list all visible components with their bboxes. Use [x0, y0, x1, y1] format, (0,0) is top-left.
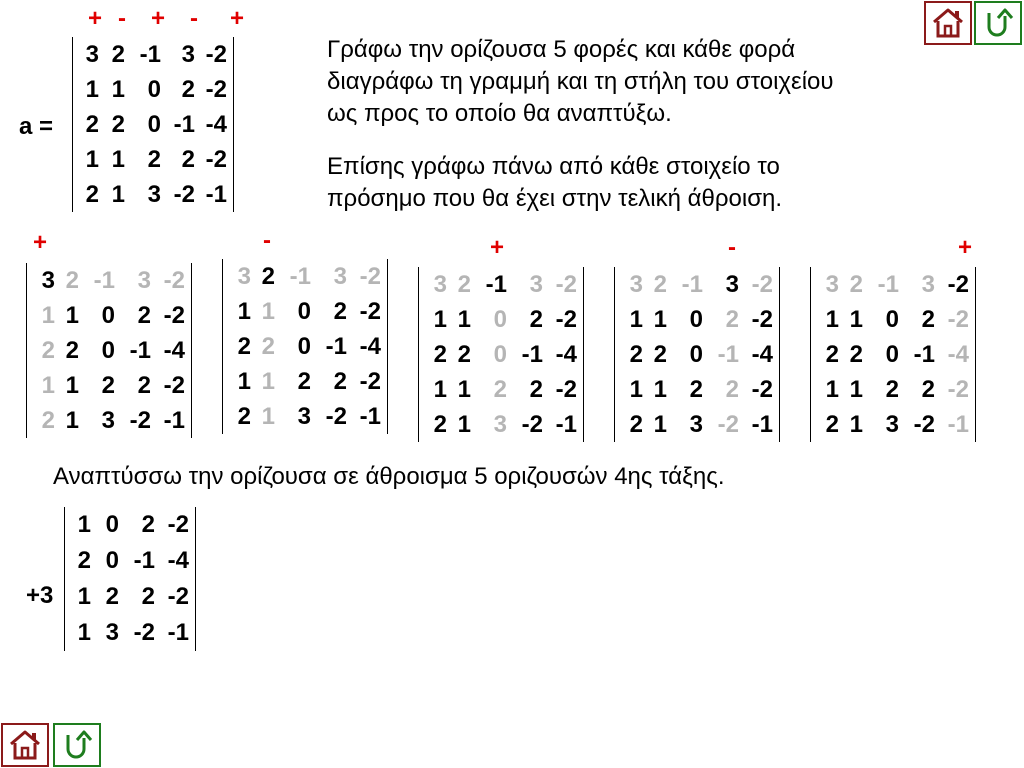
expansion-matrix-cell: 1: [65, 407, 79, 434]
expansion-matrix-row: [419, 302, 583, 337]
main-matrix-cell: 3: [85, 41, 99, 68]
expansion-matrix-cell: -1: [325, 333, 347, 360]
matrix-label: a =: [19, 113, 54, 140]
expansion-matrix-cell: 0: [493, 306, 507, 333]
expansion-matrix-cell: 0: [297, 333, 311, 360]
expansion-sign: -: [263, 227, 271, 254]
expansion-matrix-row: [811, 302, 975, 337]
expansion-matrix-cell: 0: [493, 341, 507, 368]
expansion-matrix-cell: 1: [237, 298, 251, 325]
expansion-matrix-cell: 1: [41, 372, 55, 399]
expansion-matrix-cell: -2: [947, 306, 969, 333]
expansion-matrix-cell: -2: [359, 298, 381, 325]
expansion-matrix-cell: 1: [261, 368, 275, 395]
expansion-matrix-cell: 2: [825, 411, 839, 438]
main-matrix-cell: 1: [111, 76, 125, 103]
minor-matrix-cell: 2: [77, 547, 91, 574]
expansion-matrix-cell: 1: [261, 403, 275, 430]
expansion-matrix-row: [615, 372, 779, 407]
minor-matrix-cell: 1: [77, 511, 91, 538]
expansion-sign: +: [33, 229, 48, 256]
main-matrix-cell: 1: [85, 146, 99, 173]
expansion-matrix-cell: 2: [433, 411, 447, 438]
expansion-matrix-cell: 1: [65, 302, 79, 329]
expansion-matrix-cell: -1: [289, 263, 311, 290]
expansion-matrix-cell: 2: [333, 298, 347, 325]
expansion-matrix-cell: -2: [163, 302, 185, 329]
expansion-matrix-cell: 2: [433, 341, 447, 368]
expansion-matrix-cell: 2: [529, 306, 543, 333]
expansion-matrix-cell: -1: [717, 341, 739, 368]
main-matrix-cell: -2: [173, 181, 195, 208]
main-matrix-row: [73, 142, 233, 177]
minor-matrix-cell: -4: [167, 547, 189, 574]
minor-matrix-cell: -2: [167, 583, 189, 610]
main-matrix-row: [73, 107, 233, 142]
expansion-matrix-row: [223, 364, 387, 399]
expansion-matrix-row: [27, 368, 191, 403]
expansion-matrix-cell: 1: [849, 376, 863, 403]
main-matrix-cell: 2: [111, 41, 125, 68]
main-matrix-cell: 3: [181, 41, 195, 68]
expansion-matrix-row: [811, 407, 975, 442]
expansion-matrix-cell: 1: [457, 411, 471, 438]
expansion-matrix-cell: -1: [913, 341, 935, 368]
expansion-matrix-row: [27, 333, 191, 368]
expansion-matrix-cell: 0: [885, 341, 899, 368]
expansion-matrix-row: [811, 337, 975, 372]
expansion-matrix-cell: -2: [555, 271, 577, 298]
main-matrix-row: [73, 37, 233, 72]
expansion-matrix-cell: 1: [41, 302, 55, 329]
expansion-matrix-row: [419, 407, 583, 442]
expansion-matrix-cell: 3: [333, 263, 347, 290]
expansion-matrix-cell: -4: [947, 341, 969, 368]
expansion-matrix-cell: 2: [237, 333, 251, 360]
expansion-matrix-cell: 3: [529, 271, 543, 298]
expansion-matrix-row: [615, 302, 779, 337]
expansion-matrix-cell: 2: [825, 341, 839, 368]
expansion-matrix-cell: 2: [921, 376, 935, 403]
expansion-matrix-cell: 3: [921, 271, 935, 298]
expansion-matrix-cell: 1: [653, 376, 667, 403]
sign-marker: +: [88, 5, 103, 32]
expansion-matrix-cell: -1: [555, 411, 577, 438]
expansion-matrix-cell: 3: [689, 411, 703, 438]
minor-matrix-row: [65, 615, 195, 651]
expansion-matrix-cell: 1: [653, 411, 667, 438]
expansion-matrix-cell: -2: [947, 271, 969, 298]
description-line-1: Γράφω την ορίζουσα 5 φορές και κάθε φορά: [327, 36, 796, 63]
expansion-matrix-cell: 0: [689, 341, 703, 368]
expansion-matrix-cell: -2: [359, 368, 381, 395]
main-matrix-cell: 1: [85, 76, 99, 103]
home-icon: [7, 729, 43, 761]
minor-matrix-cell: -2: [167, 511, 189, 538]
main-matrix-cell: 2: [147, 146, 161, 173]
expansion-matrix-cell: 2: [261, 333, 275, 360]
expansion-matrix-cell: -1: [751, 411, 773, 438]
expansion-matrix-cell: 3: [41, 267, 55, 294]
sign-marker: +: [151, 5, 166, 32]
main-matrix-cell: -4: [205, 111, 227, 138]
minor-prefix: +3: [26, 582, 54, 609]
expansion-matrix-cell: 2: [529, 376, 543, 403]
expansion-matrix-row: [27, 298, 191, 333]
expansion-matrix-row: [223, 259, 387, 294]
minor-matrix-cell: 0: [105, 547, 119, 574]
expansion-matrix-row: [811, 267, 975, 302]
expansion-matrix-cell: -4: [751, 341, 773, 368]
expansion-matrix-cell: 2: [493, 376, 507, 403]
minor-matrix-cell: 0: [105, 511, 119, 538]
expansion-matrix-row: [811, 372, 975, 407]
expansion-matrix-row: [223, 399, 387, 434]
expansion-matrix-cell: 2: [689, 376, 703, 403]
expansion-matrix-cell: -1: [681, 271, 703, 298]
description-paragraph: [327, 34, 834, 215]
expansion-matrix-cell: -1: [93, 267, 115, 294]
expansion-matrix-cell: 1: [825, 376, 839, 403]
return-button[interactable]: [974, 1, 1022, 45]
minor-matrix-row: [65, 507, 195, 543]
expansion-matrix-cell: -1: [877, 271, 899, 298]
expansion-matrix-cell: 1: [629, 306, 643, 333]
expansion-matrix-cell: 2: [885, 376, 899, 403]
expansion-matrix-cell: 2: [629, 341, 643, 368]
main-matrix-cell: 2: [111, 111, 125, 138]
expansion-matrix-cell: -1: [521, 341, 543, 368]
main-matrix-cell: 2: [181, 146, 195, 173]
expansion-matrix-cell: 1: [629, 376, 643, 403]
expansion-matrix-cell: 0: [101, 302, 115, 329]
expansion-matrix-row: [27, 403, 191, 438]
expansion-matrix-cell: 0: [885, 306, 899, 333]
expansion-matrix-cell: 1: [457, 376, 471, 403]
expansion-matrix-cell: 3: [137, 267, 151, 294]
minor-matrix-cell: -1: [133, 547, 155, 574]
main-matrix-cell: -1: [139, 41, 161, 68]
expansion-matrix-row: [223, 329, 387, 364]
expansion-matrix-cell: 2: [237, 403, 251, 430]
expansion-matrix-cell: 3: [237, 263, 251, 290]
expansion-matrix-cell: 2: [65, 337, 79, 364]
expansion-matrix-cell: -1: [129, 337, 151, 364]
expansion-matrix-cell: 1: [653, 306, 667, 333]
main-matrix-cell: -1: [173, 111, 195, 138]
expansion-matrix-cell: 1: [849, 411, 863, 438]
expansion-matrix-cell: 0: [689, 306, 703, 333]
minor-matrix-cell: 2: [141, 511, 155, 538]
expansion-matrix-cell: 1: [433, 376, 447, 403]
expansion-matrix-cell: 2: [137, 302, 151, 329]
expansion-matrix-cell: 0: [297, 298, 311, 325]
expansion-matrix-cell: -2: [947, 376, 969, 403]
expansion-matrix-cell: 3: [825, 271, 839, 298]
home-button-bottom[interactable]: [1, 723, 49, 767]
sign-marker: +: [230, 5, 245, 32]
home-button[interactable]: [924, 1, 972, 45]
description-line-4: Επίσης γράφω πάνω από κάθε στοιχείο το: [327, 153, 780, 180]
main-matrix-cell: 3: [147, 181, 161, 208]
description-line-3: ως προς το οποίο θα αναπτύξω.: [327, 100, 672, 127]
expansion-matrix-row: [223, 294, 387, 329]
expansion-sign: +: [958, 234, 973, 261]
expansion-matrix-cell: -2: [163, 267, 185, 294]
expansion-matrix-cell: -1: [947, 411, 969, 438]
description-line-2: διαγράφω τη γραμμή και τη στήλη του στοιχείου: [327, 68, 834, 95]
expansion-matrix-cell: 2: [261, 263, 275, 290]
expansion-matrix-cell: 2: [725, 376, 739, 403]
main-matrix-cell: 2: [181, 76, 195, 103]
expansion-matrix-cell: 2: [333, 368, 347, 395]
expansion-matrix-cell: -2: [913, 411, 935, 438]
expansion-matrix-cell: -2: [129, 407, 151, 434]
return-arrow-icon: [980, 7, 1016, 39]
expansion-matrix-cell: -2: [751, 271, 773, 298]
expansion-matrix-cell: 2: [101, 372, 115, 399]
expansion-matrix-cell: 2: [41, 337, 55, 364]
minor-matrix-cell: 1: [77, 619, 91, 646]
expansion-matrix-cell: 3: [885, 411, 899, 438]
expansion-matrix: [418, 267, 584, 442]
expansion-matrix-row: [419, 337, 583, 372]
expansion-matrix-cell: 1: [433, 306, 447, 333]
expansion-matrix-row: [419, 267, 583, 302]
expansion-matrix-cell: 3: [101, 407, 115, 434]
expansion-matrix-cell: -4: [163, 337, 185, 364]
expansion-matrix-cell: 0: [101, 337, 115, 364]
main-matrix-cell: -2: [205, 41, 227, 68]
main-matrix-cell: 0: [147, 76, 161, 103]
expansion-matrix-cell: 1: [65, 372, 79, 399]
main-matrix-cell: 2: [85, 111, 99, 138]
expansion-sign: -: [728, 234, 736, 261]
expansion-matrix-cell: 3: [433, 271, 447, 298]
expansion-matrix-cell: -2: [359, 263, 381, 290]
expansion-matrix-cell: 2: [653, 341, 667, 368]
main-matrix-cell: 0: [147, 111, 161, 138]
minor-matrix-cell: -2: [133, 619, 155, 646]
expansion-matrix-cell: 2: [849, 271, 863, 298]
expansion-matrix-row: [615, 407, 779, 442]
minor-matrix-cell: 2: [141, 583, 155, 610]
expansion-matrix-cell: 2: [137, 372, 151, 399]
expansion-matrix-cell: -4: [555, 341, 577, 368]
return-arrow-icon: [59, 729, 95, 761]
expansion-matrix-cell: -2: [751, 306, 773, 333]
expansion-matrix-cell: -4: [359, 333, 381, 360]
expansion-matrix-cell: -2: [521, 411, 543, 438]
minor-matrix-row: [65, 543, 195, 579]
expansion-matrix-cell: -2: [163, 372, 185, 399]
expansion-matrix-cell: 3: [629, 271, 643, 298]
expansion-matrix-cell: 1: [825, 306, 839, 333]
expansion-matrix-cell: 2: [629, 411, 643, 438]
main-matrix-row: [73, 177, 233, 212]
main-matrix-cell: -2: [205, 76, 227, 103]
expansion-matrix-cell: -2: [555, 306, 577, 333]
expansion-matrix-cell: 2: [725, 306, 739, 333]
expansion-matrix-cell: 1: [849, 306, 863, 333]
expansion-matrix-row: [615, 337, 779, 372]
expansion-matrix-cell: -2: [717, 411, 739, 438]
expansion-matrix-cell: -2: [751, 376, 773, 403]
expansion-matrix-cell: 2: [921, 306, 935, 333]
main-matrix-cell: 2: [85, 181, 99, 208]
main-matrix: [72, 37, 234, 212]
expansion-matrix-cell: 3: [297, 403, 311, 430]
description-line-5: πρόσημο που θα έχει στην τελική άθροιση.: [327, 185, 783, 212]
minor-matrix-cell: 2: [105, 583, 119, 610]
expansion-matrix-cell: 2: [849, 341, 863, 368]
expansion-matrix-cell: 2: [457, 341, 471, 368]
expansion-matrix: [222, 259, 388, 434]
expansion-matrix-cell: -1: [359, 403, 381, 430]
expansion-matrix-cell: -1: [485, 271, 507, 298]
main-matrix-row: [73, 72, 233, 107]
expansion-matrix-cell: 2: [297, 368, 311, 395]
main-matrix-cell: -2: [205, 146, 227, 173]
expansion-matrix-cell: 1: [457, 306, 471, 333]
main-matrix-cell: 1: [111, 181, 125, 208]
expansion-matrix: [26, 263, 192, 438]
main-matrix-cell: 1: [111, 146, 125, 173]
expansion-matrix-row: [419, 372, 583, 407]
minor-matrix: [64, 507, 196, 651]
return-button-bottom[interactable]: [53, 723, 101, 767]
minor-matrix-cell: -1: [167, 619, 189, 646]
expansion-matrix-cell: 1: [261, 298, 275, 325]
expansion-matrix: [614, 267, 780, 442]
expansion-matrix-cell: 3: [725, 271, 739, 298]
expansion-matrix-cell: 2: [41, 407, 55, 434]
expansion-matrix-cell: -2: [555, 376, 577, 403]
expansion-matrix-row: [27, 263, 191, 298]
minor-matrix-row: [65, 579, 195, 615]
expansion-matrix-cell: 2: [65, 267, 79, 294]
expansion-matrix-row: [615, 267, 779, 302]
main-matrix-cell: -1: [205, 181, 227, 208]
sign-marker: -: [118, 5, 126, 32]
expansion-matrix-cell: 2: [653, 271, 667, 298]
expansion-sign: +: [490, 234, 505, 261]
home-icon: [930, 7, 966, 39]
sign-marker: -: [190, 5, 198, 32]
expansion-matrix: [810, 267, 976, 442]
expansion-matrix-cell: -1: [163, 407, 185, 434]
minor-matrix-cell: 3: [105, 619, 119, 646]
expansion-matrix-cell: 1: [237, 368, 251, 395]
expansion-text: Αναπτύσσω την ορίζουσα σε άθροισμα 5 οριζουσών 4ης τάξης.: [53, 463, 725, 490]
minor-matrix-cell: 1: [77, 583, 91, 610]
expansion-matrix-cell: -2: [325, 403, 347, 430]
expansion-matrix-cell: 3: [493, 411, 507, 438]
expansion-matrix-cell: 2: [457, 271, 471, 298]
